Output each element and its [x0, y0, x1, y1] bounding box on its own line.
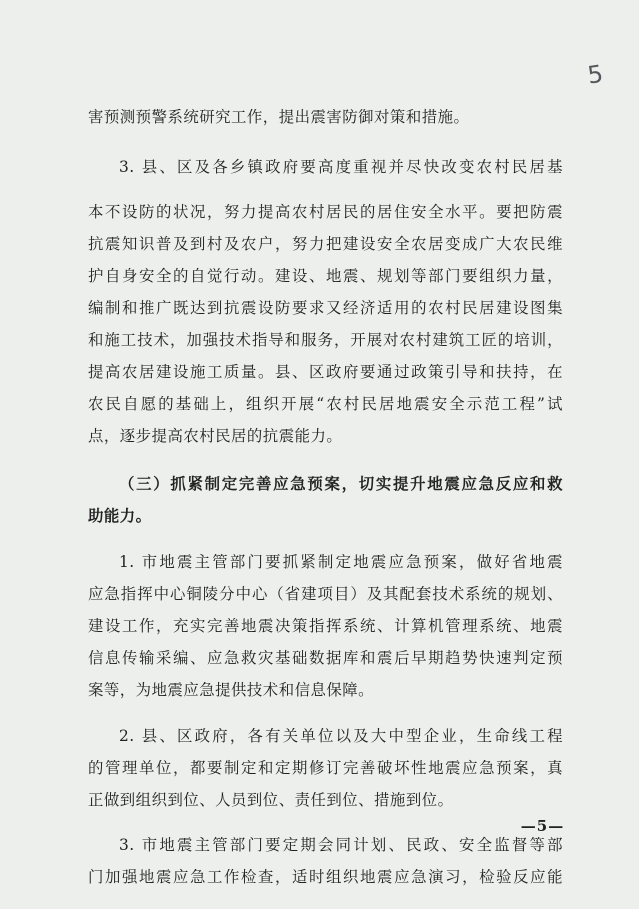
text-line: 抗震知识普及到村及农户，努力把建设安全农居变成广大农民维 — [88, 235, 563, 253]
text-line: 门加强地震应急工作检查，适时组织地震应急演习，检验反应能 — [88, 868, 563, 886]
text-line: 护自身安全的自觉行动。建设、地震、规划等部门要组织力量， — [88, 267, 563, 285]
text-line: 信息传输采编、应急救灾基础数据库和震后早期趋势快速判定预 — [88, 649, 563, 667]
page-number: —5— — [520, 817, 565, 835]
text-line: 2. 县、区政府，各有关单位以及大中型企业，生命线工程 — [119, 727, 563, 745]
text-line: 编制和推广既达到抗震设防要求又经济适用的农村民居建设图集 — [88, 299, 563, 317]
text-line: 3. 县、区及各乡镇政府要高度重视并尽快改变农村民居基 — [119, 158, 563, 176]
handwritten-page-mark: 5 — [585, 59, 605, 90]
text-line: 提高农居建设施工质量。县、区政府要通过政策引导和扶持，在 — [88, 363, 563, 381]
section-heading-continued: 助能力。 — [88, 507, 152, 525]
text-line: 正做到组织到位、人员到位、责任到位、措施到位。 — [88, 791, 454, 809]
text-line: 应急指挥中心铜陵分中心（省建项目）及其配套技术系统的规划、 — [88, 585, 563, 603]
text-line: 农民自愿的基础上，组织开展“农村民居地震安全示范工程”试 — [88, 395, 563, 413]
text-line: 和施工技术，加强技术指导和服务，开展对农村建筑工匠的培训， — [88, 331, 563, 349]
text-line: 建设工作，充实完善地震决策指挥系统、计算机管理系统、地震 — [88, 617, 563, 635]
text-line: 的管理单位，都要制定和定期修订完善破坏性地震应急预案，真 — [88, 759, 563, 777]
text-line: 本不设防的状况，努力提高农村居民的居住安全水平。要把防震 — [88, 203, 563, 221]
text-line: 案等，为地震应急提供技术和信息保障。 — [88, 681, 375, 699]
text-line: 1. 市地震主管部门要抓紧制定地震应急预案，做好省地震 — [119, 553, 563, 571]
text-line: 3. 市地震主管部门要定期会同计划、民政、安全监督等部 — [119, 836, 563, 854]
text-line: 害预测预警系统研究工作，提出震害防御对策和措施。 — [88, 108, 470, 126]
section-heading: （三）抓紧制定完善应急预案，切实提升地震应急反应和救 — [119, 475, 563, 493]
text-line: 点，逐步提高农村民居的抗震能力。 — [88, 427, 343, 445]
